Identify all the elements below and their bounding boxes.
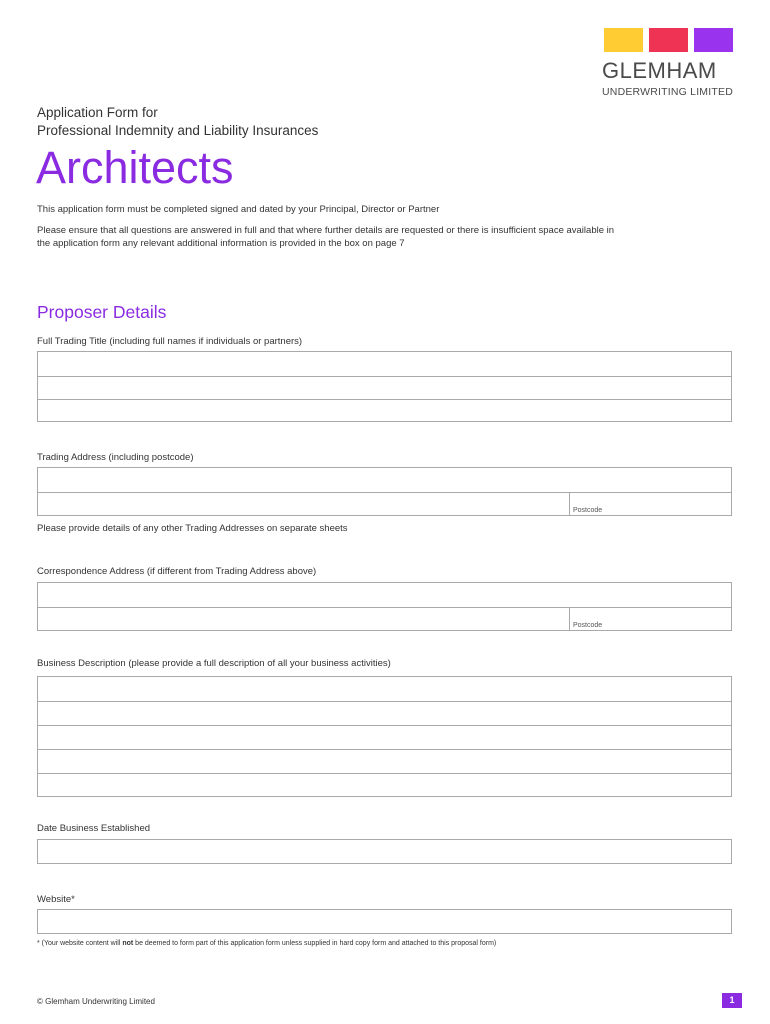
form-intro-line-1: Application Form for [37,105,158,120]
company-logo [0,0,770,100]
business-description-row-1[interactable] [38,677,731,701]
completion-note: This application form must be completed signed and dated by your Principal, Director or Partner [37,204,440,215]
business-description-row-3[interactable] [38,725,731,749]
footer-copyright: © Glemham Underwriting Limited [37,997,155,1006]
date-established-label: Date Business Established [37,823,151,834]
section-title: Proposer Details [37,302,167,322]
business-description-row-2[interactable] [38,701,731,725]
trading-title-row-1[interactable] [38,352,731,376]
trading-address-label: Trading Address (including postcode) [37,452,194,463]
business-description-row-5[interactable] [38,773,731,796]
correspondence-address-row-2[interactable] [38,607,731,630]
logo-square-purple [694,28,733,52]
trading-address-row-2[interactable] [38,492,731,515]
website-field[interactable] [37,909,732,934]
instructions-line-1: Please ensure that all questions are answered in full and that where further details are requested or there is insufficient space available in [37,225,615,236]
website-footnote [37,940,496,947]
trading-title-row-3[interactable] [38,399,731,421]
correspondence-address-label: Correspondence Address (if different from Trading Address above) [37,566,317,577]
form-intro-line-2: Professional Indemnity and Liability Insurances [37,123,319,138]
logo-name: GLEMHAM [602,58,717,83]
date-established-field[interactable] [37,839,732,864]
footnote-part-2: be deemed to form part of this application form unless supplied in hard copy form and attached to this proposal form) [133,940,497,947]
trading-title-row-2[interactable] [38,376,731,399]
logo-square-red [649,28,688,52]
website-label: Website* [37,894,75,905]
business-description-label: Business Description (please provide a full description of all your business activities) [37,658,391,669]
correspondence-address-row-1[interactable] [38,583,731,607]
business-description-field[interactable] [37,676,732,797]
postcode-label: Postcode [573,507,603,514]
logo-square-yellow [604,28,643,52]
correspondence-postcode-field[interactable] [569,608,603,630]
logo-subtitle: UNDERWRITING LIMITED [602,86,733,98]
trading-address-field[interactable] [37,467,732,516]
footnote-bold: not [122,940,134,947]
trading-address-row-1[interactable] [38,468,731,492]
correspondence-address-field[interactable] [37,582,732,631]
business-description-row-4[interactable] [38,749,731,773]
page-number-badge: 1 [722,993,742,1008]
trading-title-field[interactable] [37,351,732,422]
footnote-part-1: * (Your website content will [37,940,123,947]
trading-postcode-field[interactable] [569,493,603,515]
postcode-label: Postcode [573,622,603,629]
trading-title-label: Full Trading Title (including full names if individuals or partners) [37,336,303,347]
page-title: Architects [36,142,234,193]
instructions-line-2: the application form any relevant additional information is provided in the box on page 7 [37,238,405,249]
other-addresses-note: Please provide details of any other Trading Addresses on separate sheets [37,523,348,534]
